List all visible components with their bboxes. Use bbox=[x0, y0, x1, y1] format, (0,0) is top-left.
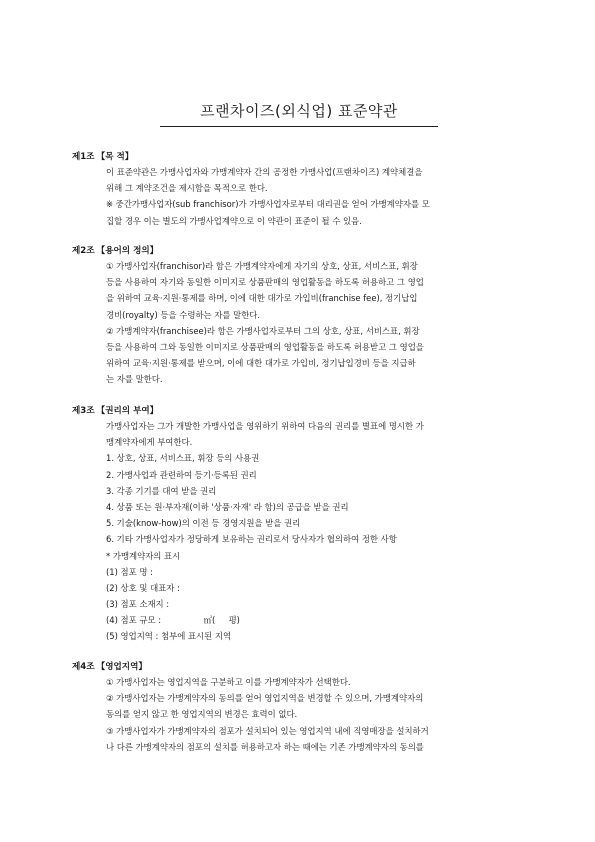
title-underline bbox=[160, 126, 438, 127]
article-heading bbox=[72, 660, 532, 674]
text-line: 2. 가맹사업과 관련하여 등기·등록된 권리 bbox=[106, 469, 257, 480]
article-body bbox=[72, 674, 532, 755]
text-line: 등을 사용하여 자기와 동일한 이미지로 상품판매의 영업활동을 하도록 허용하고 그 영업 bbox=[106, 277, 424, 288]
text-line: 경비(royalty) 등을 수령하는 자를 말한다. bbox=[106, 309, 261, 320]
text-line: 위해 그 계약조건을 제시함을 목적으로 한다. bbox=[106, 183, 268, 194]
article-title: 【용어의 정의】 bbox=[96, 246, 159, 256]
article-number: 제3조 bbox=[72, 406, 95, 416]
text-line: 이 표준약관은 가맹사업자와 가맹계약자 간의 공정한 가맹사업(프랜차이즈) 계약체결을 bbox=[106, 167, 423, 177]
article-title: 【목 적】 bbox=[96, 152, 134, 162]
text-line: 5. 기술(know-how)의 이전 등 경영지원을 받을 권리 bbox=[106, 518, 301, 529]
text-line: 는 자를 말한다. bbox=[106, 374, 163, 385]
article-number: 제2조 bbox=[72, 246, 95, 256]
text-line: 맹계약자에게 부여한다. bbox=[106, 437, 193, 448]
text-line: ② 가맹사업자는 가맹계약자의 동의를 얻어 영업지역을 변경할 수 있으며, 가맹계약자의 bbox=[106, 693, 424, 704]
text-line: 1. 상호, 상표, 서비스표, 휘장 등의 사용권 bbox=[106, 453, 260, 464]
article-1 bbox=[72, 150, 532, 229]
text-line: 가맹사업자는 그가 개발한 가맹사업을 영위하기 위하여 다음의 권리를 별표에 명시한 가 bbox=[106, 421, 424, 431]
article-body bbox=[72, 418, 532, 645]
text-line: (2) 상호 및 대표자 : bbox=[106, 582, 180, 593]
article-number: 제4조 bbox=[72, 662, 95, 672]
text-line: (1) 점포 명 : bbox=[106, 566, 153, 577]
text-line: (4) 점포 규모 : ㎡( 평) bbox=[106, 615, 240, 626]
article-heading bbox=[72, 244, 532, 258]
article-body bbox=[72, 164, 532, 229]
article-body bbox=[72, 258, 532, 388]
text-line: ③ 가맹사업자가 가맹계약자의 점포가 설치되어 있는 영업지역 내에 직영매장을 설치하거 bbox=[106, 725, 429, 736]
text-line: (5) 영업지역 : 첨부에 표시된 지역 bbox=[106, 631, 232, 642]
text-line: (3) 점포 소재지 : bbox=[106, 599, 170, 610]
text-line: ① 가맹사업자(franchisor)라 함은 가맹계약자에게 자기의 상호, 상표, 서비스표, 휘장 bbox=[106, 261, 418, 271]
article-3 bbox=[72, 404, 532, 645]
text-line: ※ 중간가맹사업자(sub franchisor)가 가맹사업자로부터 대리권을 얻어 가맹계약자를 모 bbox=[106, 199, 430, 210]
text-line: 동의를 얻지 않고 한 영업지역의 변경은 효력이 없다. bbox=[106, 709, 298, 720]
document-title: 프랜차이즈(외식업) 표준약관 bbox=[200, 102, 398, 120]
text-line: 집할 경우 이는 별도의 가맹사업계약으로 이 약관이 표준이 될 수 있음. bbox=[106, 215, 362, 226]
text-line: 위하여 교육·지원·통제를 받으며, 이에 대한 대가로 가입비, 정기납입경비 등을 지급하 bbox=[106, 358, 416, 369]
text-line: 6. 기타 가맹사업자가 정당하게 보유하는 권리로서 당사자가 협의하여 정한 사항 bbox=[106, 534, 397, 545]
article-heading bbox=[72, 150, 532, 164]
article-title: 【권리의 부여】 bbox=[96, 406, 159, 416]
article-title: 【영업지역】 bbox=[96, 662, 147, 672]
article-heading bbox=[72, 404, 532, 418]
text-line: ② 가맹계약자(franchisee)라 함은 가맹사업자로부터 그의 상호, 상표, 서비스표, 휘장 bbox=[106, 325, 420, 336]
article-number: 제1조 bbox=[72, 152, 95, 162]
text-line: 등을 사용하여 그와 동일한 이미지로 상품판매의 영업활동을 하도록 허용받고 그 영업을 bbox=[106, 341, 424, 352]
text-line: ① 가맹사업자는 영업지역을 구분하고 이를 가맹계약자가 선택한다. bbox=[106, 677, 351, 687]
text-line: 을 위하여 교육·지원·통제를 하며, 이에 대한 대가로 가입비(franchise fee), 정기납입 bbox=[106, 293, 418, 304]
text-line: 나 다른 가맹계약자의 점포의 설치를 허용하고자 하는 때에는 기존 가맹계약자의 동의를 bbox=[106, 741, 424, 752]
article-2 bbox=[72, 244, 532, 388]
text-line: * 가맹계약자의 표시 bbox=[106, 550, 181, 561]
text-line: 4. 상품 또는 원·부자재(이하 '상품·자재' 라 함)의 공급을 받을 권리 bbox=[106, 501, 349, 512]
article-4 bbox=[72, 660, 532, 755]
text-line: 3. 각종 기기를 대여 받을 권리 bbox=[106, 485, 217, 496]
